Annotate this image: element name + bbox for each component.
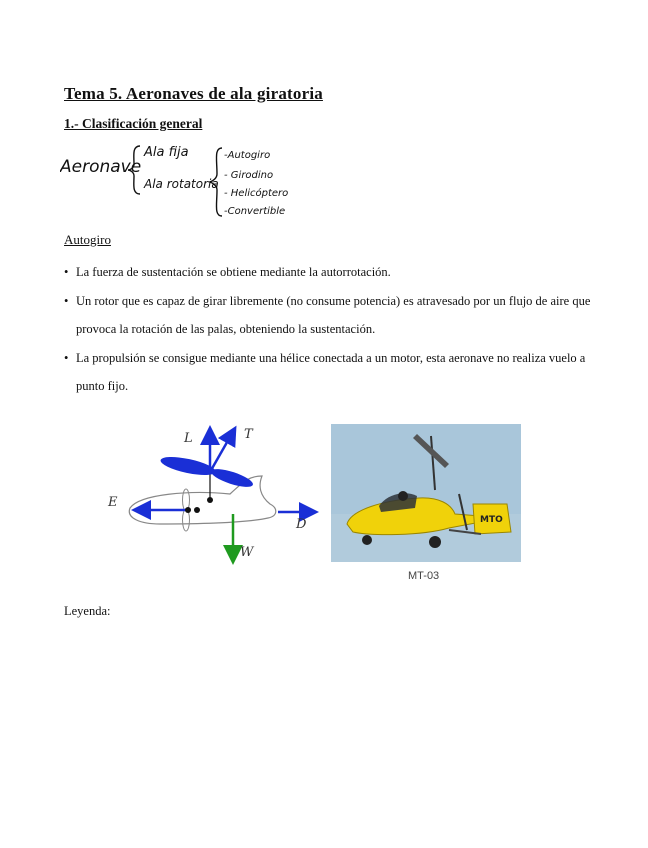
branch-rotary-wing: Ala rotatoria (144, 177, 219, 191)
sub-convertible: -Convertible (224, 206, 286, 217)
sub-girodino: - Girodino (224, 170, 274, 181)
root-label: Aeronave (60, 157, 142, 177)
label-lift: L (184, 431, 193, 446)
sub-helicoptero: - Helicóptero (224, 188, 289, 199)
label-weight: W (240, 545, 254, 560)
subheading-autogiro: Autogiro (64, 232, 111, 247)
thrust-arrow (210, 430, 234, 472)
photo-tail-text: MTO (480, 515, 503, 525)
legend-label: Leyenda: (64, 604, 111, 618)
cg-point-1 (185, 507, 191, 513)
label-drag: D (296, 517, 307, 532)
section-heading: 1.- Clasificación general (64, 116, 203, 131)
photo-wheel-front (362, 535, 372, 545)
bullet-list (64, 258, 594, 401)
sub-autogiro: -Autogiro (224, 150, 271, 161)
photo-pilot (398, 491, 408, 501)
bullet-item: • La propulsión se consigue mediante una hélice conectada a un motor, esta aeronave no realiza vuelo a punto fijo. (64, 344, 594, 401)
autogyro-photo (331, 424, 521, 562)
label-thrust: T (244, 427, 253, 442)
rotor-blade-right (209, 465, 255, 490)
rotor-hub-point (207, 497, 213, 503)
photo-wheel-rear (429, 536, 441, 548)
label-engine: E (108, 495, 118, 510)
airframe-outline (129, 476, 275, 524)
bullet-item: • Un rotor que es capaz de girar libremente (no consume potencia) es atravesado por un flujo de aire que provoca la rotación de las palas, obteniendo la sustentación. (64, 287, 594, 344)
classification-handwritten-diagram (60, 138, 310, 222)
autogyro-force-diagram (100, 420, 320, 580)
photo-caption: MT-03 (408, 570, 440, 582)
cg-point-2 (194, 507, 200, 513)
page-title: Tema 5. Aeronaves de ala giratoria (64, 84, 323, 103)
rotor-blade-left (159, 453, 217, 478)
bullet-item: • La fuerza de sustentación se obtiene mediante la autorrotación. (64, 258, 594, 287)
branch-fixed-wing: Ala fija (144, 145, 189, 160)
